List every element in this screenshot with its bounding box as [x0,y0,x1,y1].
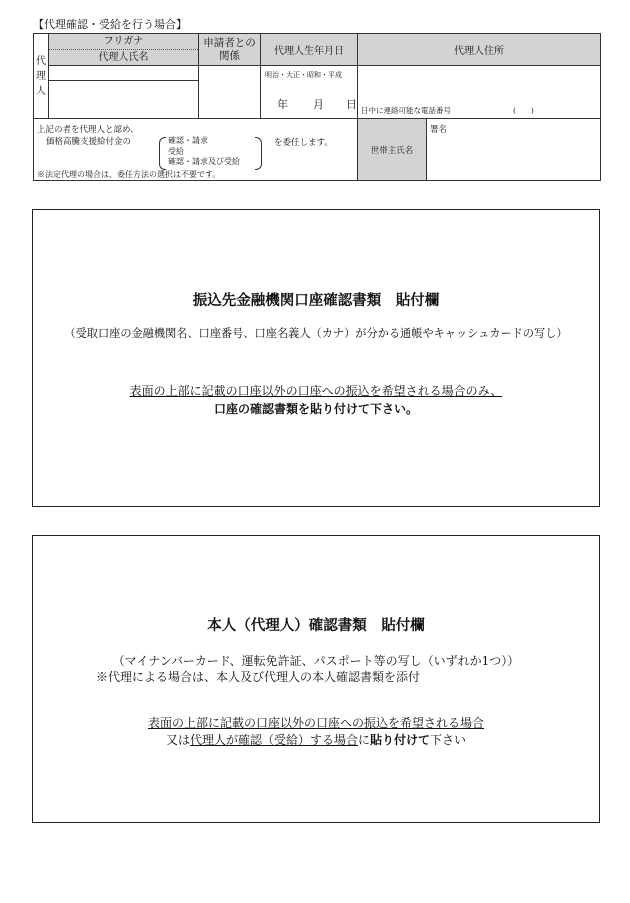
bank-box-title: 振込先金融機関口座確認書類 貼付欄 [192,292,440,309]
option-confirm-request-receive[interactable]: 確認・請求及び受給 [168,157,240,166]
id-box-line4 [33,731,599,748]
left-bracket [159,137,166,170]
id-box-line4-e: 下さい [430,733,467,747]
day-label: 日 [346,98,357,111]
phone-label: 日中に連絡可能な電話番号 [361,106,451,115]
id-box-line1: （マイナンバーカード、運転免許証、パスポート等の写し（いずれか1つ）） [112,654,520,668]
head-label: 世帯主氏名 [358,119,427,181]
bank-box-line1: 表面の上部に記載の口座以外の口座への振込を希望される場合のみ、 [129,384,503,398]
signature-label: 署名 [430,125,448,135]
id-box-line4-a: 又は [165,733,190,747]
id-box-line4-b: 代理人が確認（受給）する場合 [189,733,358,747]
address-header: 代理人住所 [358,34,601,66]
dob-header: 代理人生年月日 [261,34,358,66]
proxy-info-table [33,33,601,181]
relation-input[interactable] [199,66,261,119]
bank-document-paste-area [32,209,600,507]
delegation-line2: 価格高騰支援給付金の [46,137,132,147]
side-label-char: 人 [36,85,46,97]
bank-box-subtitle: （受取口座の金融機関名、口座番号、口座名義人（カナ）が分かる通帳やキャッシュカードの写し） [64,327,568,340]
bank-box-line2: 口座の確認書類を貼り付けて下さい。 [213,402,418,416]
delegation-options[interactable] [168,136,240,168]
legal-proxy-note: ※法定代理の場合は、委任方法の選択は不要です。 [37,170,221,179]
id-box-title: 本人（代理人）確認書類 貼付欄 [207,617,425,634]
delegate-suffix: を委任します。 [274,138,333,148]
side-label-char: 代 [36,55,46,67]
delegation-line1: 上記の者を代理人と認め、 [37,125,139,135]
proxy-side-label [34,34,49,119]
id-box-line4-c: に [357,733,370,747]
side-label-char: 理 [36,70,46,82]
furigana-input[interactable] [49,66,199,81]
option-receive[interactable]: 受給 [168,146,184,156]
right-bracket [255,137,262,170]
id-document-paste-area [32,535,600,823]
section-title: 【代理確認・受給を行う場合】 [33,18,187,31]
id-box-line4-d: 貼り付けて [370,733,431,747]
name-header-cell [49,34,199,66]
delegation-cell [34,119,358,181]
option-confirm-request[interactable]: 確認・請求 [168,136,208,145]
id-box-line2: ※代理による場合は、本人及び代理人の本人確認書類を添付 [96,670,421,684]
address-input[interactable] [358,66,601,119]
proxy-name-input[interactable] [49,81,199,119]
signature-input[interactable] [427,119,601,181]
id-box-line3: 表面の上部に記載の口座以外の口座への振込を希望される場合 [147,716,484,730]
furigana-header: フリガナ [49,35,198,50]
year-label: 年 [277,98,288,111]
dob-input[interactable] [261,66,358,119]
relation-header: 申請者との関係 [199,34,261,66]
month-label: 月 [313,98,324,111]
phone-paren: ( ) [513,106,534,115]
era-options: 明治・大正・昭和・平成 [265,71,342,79]
name-header: 代理人氏名 [98,51,149,63]
